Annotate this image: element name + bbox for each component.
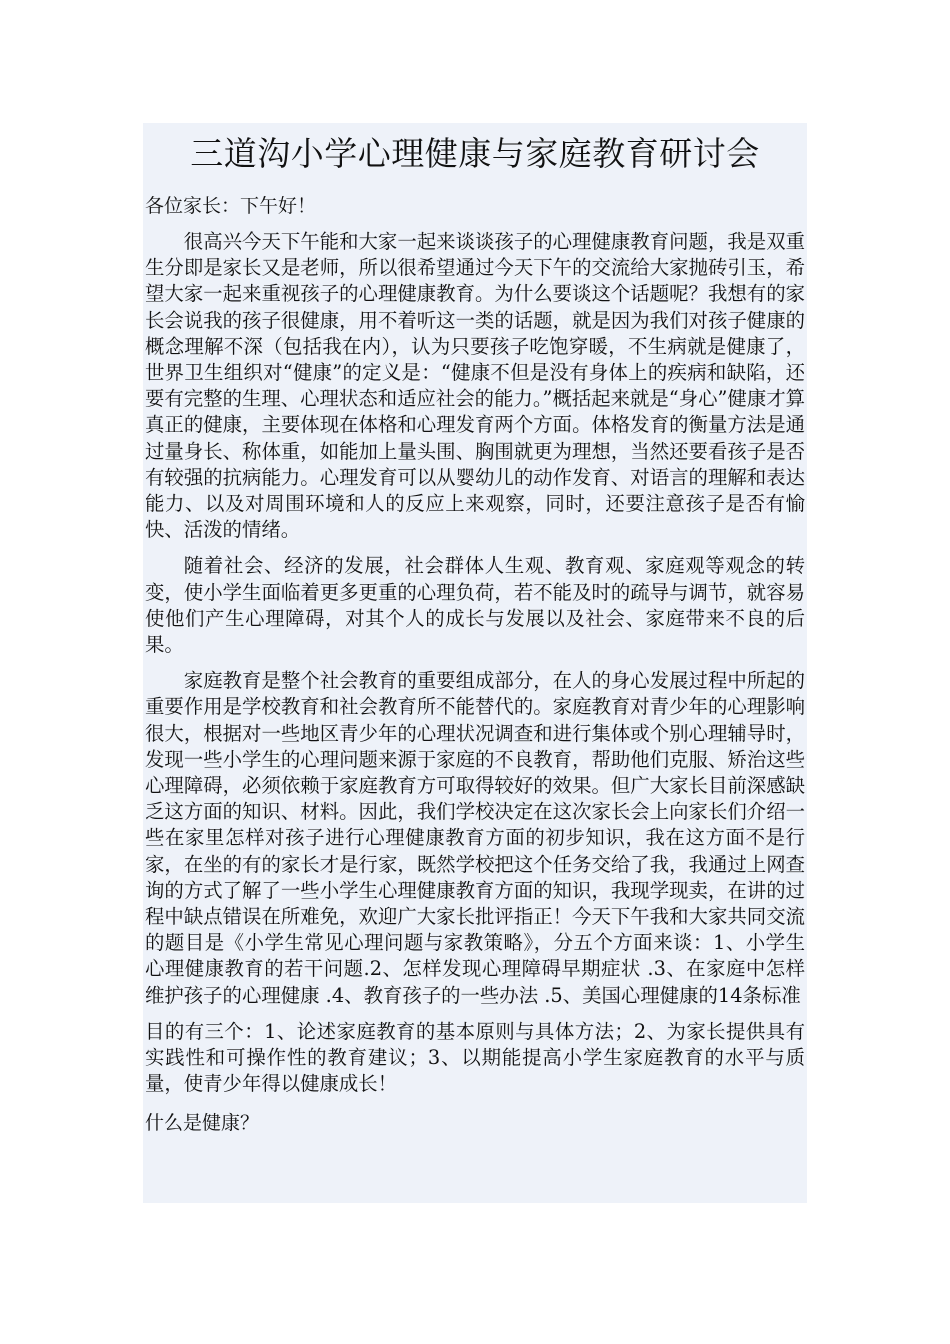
- document-content: [143, 123, 807, 1136]
- document-block: [143, 123, 807, 1203]
- paragraph-purposes: 目的有三个：1、论述家庭教育的基本原则与具体方法；2、为家长提供具有实践性和可操作性的教育建议；3、以期能提高小学生家庭教育的水平与质量，使青少年得以健康成长！: [145, 1019, 805, 1096]
- paragraph-health-intro: 很高兴今天下午能和大家一起来谈谈孩子的心理健康教育问题，我是双重生分即是家长又是老师，所以很希望通过今天下午的交流给大家抛砖引玉，希望大家一起来重视孩子的心理健康教育。为什么要谈这个话题呢？我想有的家长会说我的孩子很健康，用不着听这一类的话题，就是因为我们对孩子健康的概念理解不深（包括我在内），认为只要孩子吃饱穿暖，不生病就是健康了，世界卫生组织对“健康”的定义是：“健康不但是没有身体上的疾病和缺陷，还要有完整的生理、心理状态和适应社会的能力。”概括起来就是“身心”健康才算真正的健康，主要体现在体格和心理发育两个方面。体格发育的衡量方法是通过量身长、称体重，如能加上量头围、胸围就更为理想，当然还要看孩子是否有较强的抗病能力。心理发育可以从婴幼儿的动作发育、对语言的理解和表达能力、以及对周围环境和人的反应上来观察，同时，还要注意孩子是否有愉快、活泼的情绪。: [145, 230, 805, 542]
- document-title: 三道沟小学心理健康与家庭教育研讨会: [190, 134, 760, 173]
- greeting-line: 各位家长：下午好！: [145, 195, 317, 217]
- question-what-is-health: 什么是健康？: [145, 1111, 260, 1134]
- paragraph-family-education: 家庭教育是整个社会教育的重要组成部分，在人的身心发展过程中所起的重要作用是学校教育和社会教育所不能替代的。家庭教育对青少年的心理影响很大，根据对一些地区青少年的心理状况调查和进行集体或个别心理辅导时，发现一些小学生的心理问题来源于家庭的不良教育，帮助他们克服、矫治这些心理障碍，必须依赖于家庭教育方可取得较好的效果。但广大家长目前深感缺乏这方面的知识、材料。因此，我们学校决定在这次家长会上向家长们介绍一些在家里怎样对孩子进行心理健康教育方面的初步知识，我在这方面不是行家，在坐的有的家长才是行家，既然学校把这个任务交给了我，我通过上网查询的方式了解了一些小学生心理健康教育方面的知识，我现学现卖，在讲的过程中缺点错误在所难免，欢迎广大家长批评指正！今天下午我和大家共同交流的题目是《小学生常见心理问题与家教策略》，分五个方面来谈：1、小学生心理健康教育的若干问题.2、怎样发现心理障碍早期症状 .3、在家庭中怎样维护孩子的心理健康 .4、教育孩子的一些办法 .5、美国心理健康的14条标准: [145, 669, 805, 1007]
- paragraph-social-change: 随着社会、经济的发展，社会群体人生观、教育观、家庭观等观念的转变，使小学生面临着更多更重的心理负荷，若不能及时的疏导与调节，就容易使他们产生心理障碍，对其个人的成长与发展以及社会、家庭带来不良的后果。: [145, 554, 805, 657]
